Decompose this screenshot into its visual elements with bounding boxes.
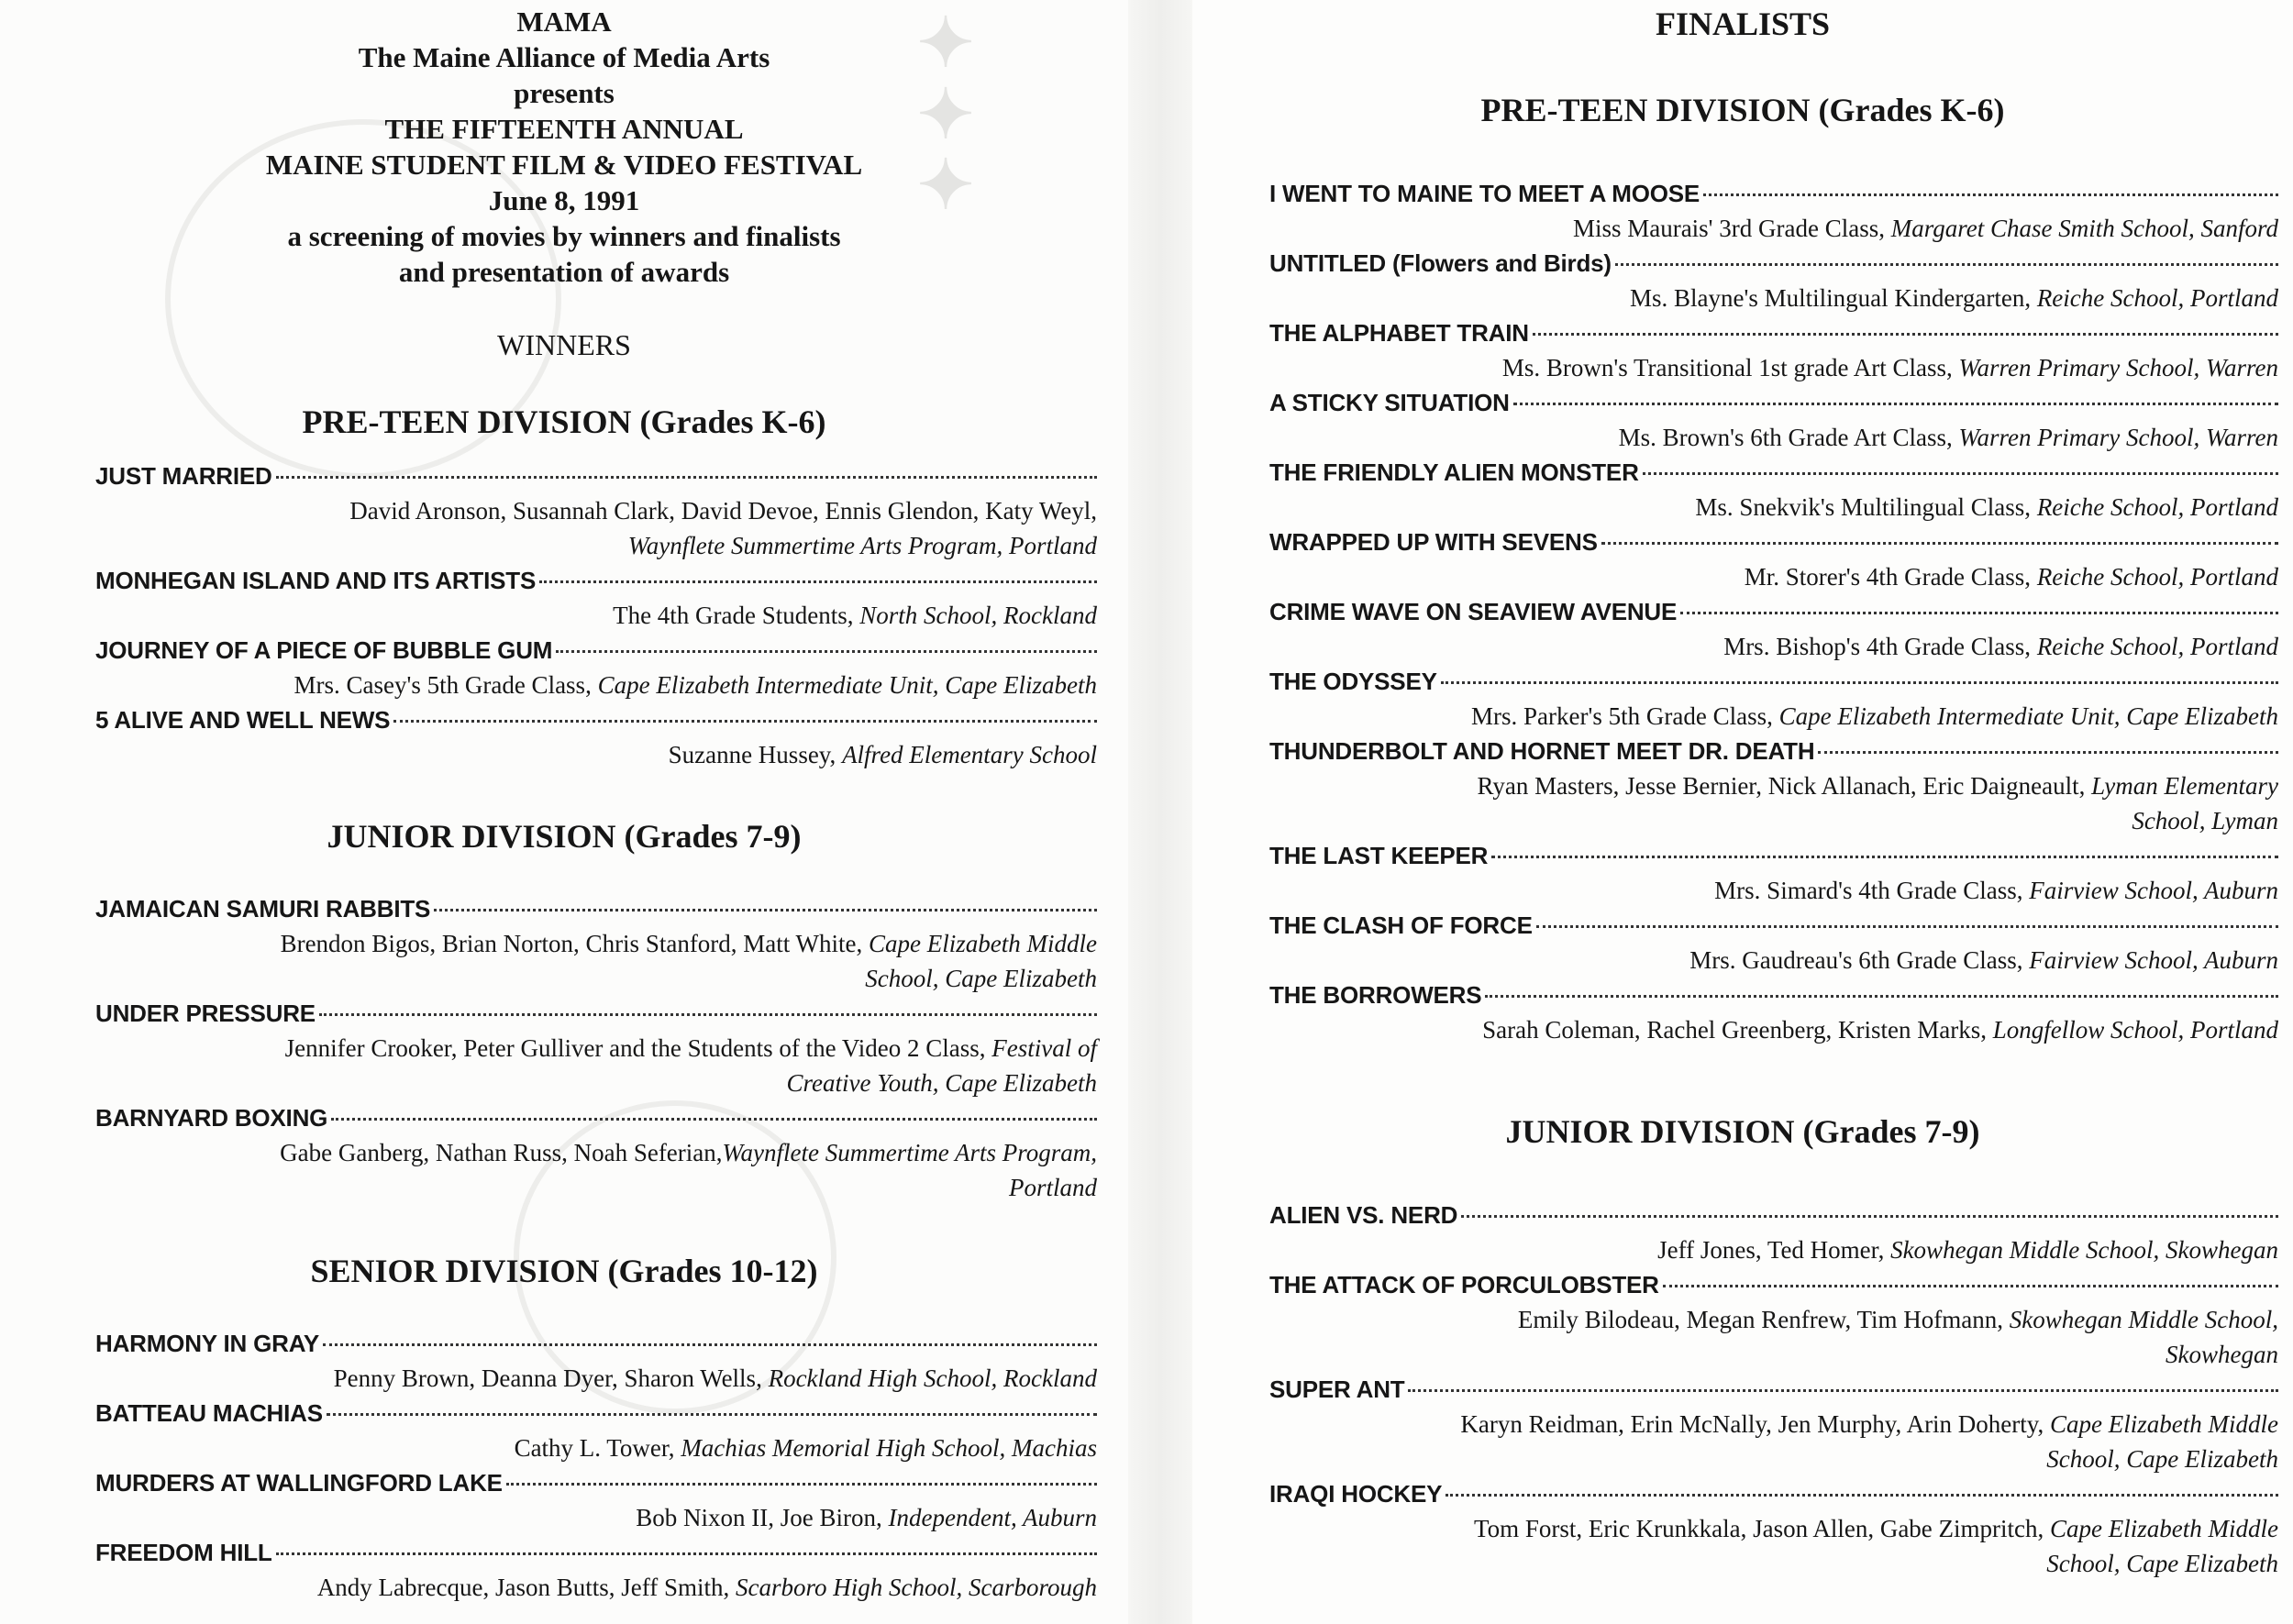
dot-leader [276, 1552, 1097, 1555]
festival-title: MAINE STUDENT FILM & VIDEO FESTIVAL [265, 149, 863, 181]
film-entry [1269, 1198, 2278, 1267]
credit-line [1269, 559, 2278, 594]
dot-leader [319, 1013, 1097, 1016]
credit-school: School, Lyman [2132, 807, 2278, 834]
annual-line: THE FIFTEENTH ANNUAL [384, 113, 744, 145]
dot-leader [1818, 751, 2278, 754]
film-entry [1269, 1372, 2278, 1476]
credit-line [1269, 350, 2278, 385]
dot-leader [1485, 995, 2278, 998]
finalists-junior-title: JUNIOR DIVISION (Grades 7-9) [1505, 1113, 1980, 1150]
film-title: JUST MARRIED [95, 462, 272, 490]
finalists-preteen-list [1269, 176, 2278, 1047]
dot-leader [539, 580, 1097, 583]
film-title: 5 ALIVE AND WELL NEWS [95, 706, 391, 734]
film-title-row [95, 996, 1097, 1031]
description-line: and presentation of awards [398, 256, 730, 288]
credit-school: School, Cape Elizabeth [2046, 1550, 2278, 1577]
credit-names: Cathy L. Tower, [514, 1434, 681, 1462]
dot-leader [1601, 542, 2278, 545]
credit-names: David Aronson, Susannah Clark, David Devoe, Ennis Glendon, Katy Weyl, [349, 497, 1097, 525]
credit-school: Reiche School, Portland [2036, 493, 2278, 521]
film-title-row [1269, 978, 2278, 1012]
credit-line [1269, 1546, 2278, 1581]
dot-leader [1680, 612, 2278, 614]
film-entry [95, 458, 1097, 563]
film-title-row [1269, 734, 2278, 768]
credit-line [1269, 490, 2278, 525]
credit-line [95, 528, 1097, 563]
film-title-row [95, 458, 1097, 493]
credit-school: Fairview School, Auburn [2029, 877, 2278, 904]
right-page [1192, 0, 2293, 1624]
credit-school: Fairview School, Auburn [2029, 946, 2278, 974]
dot-leader [506, 1483, 1097, 1486]
film-title-row [95, 1100, 1097, 1135]
page-gutter [1128, 0, 1192, 1624]
left-page [0, 0, 1128, 1624]
org-name: The Maine Alliance of Media Arts [358, 41, 770, 73]
film-title-row [95, 633, 1097, 668]
dot-leader [1491, 856, 2278, 858]
winners-heading: WINNERS [497, 328, 631, 361]
credit-line [95, 961, 1097, 996]
credit-names: Jeff Jones, Ted Homer, [1657, 1236, 1891, 1264]
film-title-row [1269, 664, 2278, 699]
credit-line [95, 737, 1097, 772]
film-title-row [1269, 525, 2278, 559]
credit-names: Mrs. Bishop's 4th Grade Class, [1723, 633, 2037, 660]
description-line: a screening of movies by winners and finalists [287, 220, 841, 252]
credit-line [1269, 768, 2278, 803]
dot-leader [1441, 681, 2278, 684]
film-entry [1269, 1476, 2278, 1581]
film-title: FREEDOM HILL [95, 1539, 272, 1566]
film-title: THE ODYSSEY [1269, 668, 1437, 695]
dot-leader [327, 1413, 1097, 1416]
film-entry [95, 1100, 1097, 1205]
credit-school: Warren Primary School, Warren [1958, 354, 2278, 381]
credit-school: Creative Youth, Cape Elizabeth [786, 1069, 1097, 1097]
credit-line [95, 1031, 1097, 1066]
film-title-row [1269, 594, 2278, 629]
film-title-row [95, 1535, 1097, 1570]
film-title: I WENT TO MAINE TO MEET A MOOSE [1269, 180, 1700, 207]
credit-line [95, 1500, 1097, 1535]
credit-line [1269, 1012, 2278, 1047]
credit-names: The 4th Grade Students, [613, 602, 860, 629]
credit-school: Waynflete Summertime Arts Program, Portland [627, 532, 1097, 559]
credit-names: Gabe Ganberg, Nathan Russ, Noah Seferian, [280, 1139, 723, 1166]
film-title-row [1269, 908, 2278, 943]
film-title-row [1269, 1198, 2278, 1232]
dot-leader [1703, 193, 2278, 196]
film-title: THUNDERBOLT AND HORNET MEET DR. DEATH [1269, 737, 1815, 765]
credit-school: Reiche School, Portland [2036, 633, 2278, 660]
bleed-through-decoration: ✦ ✦ ✦ [917, 6, 978, 225]
credit-names: Tom Forst, Eric Krunkkala, Jason Allen, Gabe Zimpritch, [1474, 1515, 2051, 1542]
film-entry [1269, 1267, 2278, 1372]
film-title: IRAQI HOCKEY [1269, 1480, 1443, 1508]
credit-line [95, 493, 1097, 528]
film-title: HARMONY IN GRAY [95, 1330, 320, 1357]
finalists-heading: FINALISTS [1655, 6, 1831, 42]
film-title: THE CLASH OF FORCE [1269, 911, 1533, 939]
film-entry [1269, 838, 2278, 908]
credit-names: Ms. Snekvik's Multilingual Class, [1695, 493, 2037, 521]
film-title: JOURNEY OF A PIECE OF BUBBLE GUM [95, 636, 553, 664]
credit-line [95, 598, 1097, 633]
film-entry [95, 1465, 1097, 1535]
finalists-junior-list [1269, 1198, 2278, 1581]
film-entry [95, 563, 1097, 633]
film-title: THE ALPHABET TRAIN [1269, 319, 1529, 347]
winners-senior-title: SENIOR DIVISION (Grades 10-12) [310, 1253, 818, 1289]
film-entry [95, 702, 1097, 772]
dot-leader [1446, 1494, 2278, 1497]
dot-leader [276, 476, 1097, 479]
presents-line: presents [514, 77, 615, 109]
credit-line [1269, 699, 2278, 734]
film-title: BATTEAU MACHIAS [95, 1399, 323, 1427]
credit-names: Mrs. Simard's 4th Grade Class, [1714, 877, 2030, 904]
dot-leader [434, 909, 1097, 911]
dot-leader [556, 650, 1097, 653]
film-title: MURDERS AT WALLINGFORD LAKE [95, 1469, 503, 1497]
credit-line [1269, 420, 2278, 455]
credit-school: Skowhegan Middle School, [2009, 1306, 2278, 1333]
credit-names: Andy Labrecque, Jason Butts, Jeff Smith, [316, 1574, 737, 1601]
film-title-row [95, 1326, 1097, 1361]
film-entry [1269, 385, 2278, 455]
credit-line [1269, 1407, 2278, 1442]
credit-line [1269, 1232, 2278, 1267]
dot-leader [1513, 403, 2278, 405]
winners-junior-title: JUNIOR DIVISION (Grades 7-9) [327, 818, 802, 855]
film-title-row [1269, 246, 2278, 281]
credit-names: Mr. Storer's 4th Grade Class, [1744, 563, 2037, 591]
credit-names: Ms. Brown's Transitional 1st grade Art Class, [1501, 354, 1959, 381]
winners-preteen-title: PRE-TEEN DIVISION (Grades K-6) [302, 403, 826, 440]
dot-leader [323, 1343, 1097, 1346]
film-title-row [95, 891, 1097, 926]
film-entry [95, 996, 1097, 1100]
credit-school: Cape Elizabeth Middle [869, 930, 1097, 957]
film-title: A STICKY SITUATION [1269, 389, 1510, 416]
film-entry [1269, 594, 2278, 664]
film-title-row [95, 702, 1097, 737]
credit-line [1269, 1302, 2278, 1337]
credit-school: Cape Elizabeth Intermediate Unit, Cape Elizabeth [597, 671, 1097, 699]
credit-school: Waynflete Summertime Arts Program, [722, 1139, 1097, 1166]
film-entry [1269, 315, 2278, 385]
film-entry [1269, 176, 2278, 246]
credit-names: Mrs. Gaudreau's 6th Grade Class, [1689, 946, 2030, 974]
credit-names: Karyn Reidman, Erin McNally, Jen Murphy, Arin Doherty, [1460, 1410, 2051, 1438]
credit-names: Emily Bilodeau, Megan Renfrew, Tim Hofmann, [1517, 1306, 2010, 1333]
film-title-row [1269, 838, 2278, 873]
org-acronym: MAMA [516, 6, 612, 38]
film-title: THE BORROWERS [1269, 981, 1482, 1009]
film-title: JAMAICAN SAMURI RABBITS [95, 895, 431, 922]
credit-school: Reiche School, Portland [2036, 563, 2278, 591]
credit-school: Cape Elizabeth Intermediate Unit, Cape Elizabeth [1778, 702, 2278, 730]
winners-preteen-list [95, 458, 1097, 772]
credit-names: Ryan Masters, Jesse Bernier, Nick Allanach, Eric Daigneault, [1477, 772, 2092, 800]
credit-school: Festival of [991, 1034, 1097, 1062]
film-title-row [95, 1465, 1097, 1500]
credit-school: School, Cape Elizabeth [865, 965, 1097, 992]
credit-names: Mrs. Casey's 5th Grade Class, [294, 671, 598, 699]
credit-school: North School, Rockland [859, 602, 1097, 629]
credit-school: Margaret Chase Smith School, Sanford [1890, 215, 2278, 242]
credit-school: Skowhegan [2166, 1341, 2278, 1368]
credit-school: Machias Memorial High School, Machias [681, 1434, 1097, 1462]
film-title-row [1269, 455, 2278, 490]
dot-leader [393, 720, 1097, 723]
film-title-row [1269, 1372, 2278, 1407]
film-title: THE FRIENDLY ALIEN MONSTER [1269, 458, 1639, 486]
film-title: SUPER ANT [1269, 1375, 1405, 1403]
winners-junior-list [95, 891, 1097, 1205]
credit-school: Longfellow School, Portland [1992, 1016, 2278, 1044]
film-title-row [95, 1396, 1097, 1431]
film-entry [95, 1396, 1097, 1465]
dot-leader [1643, 472, 2278, 475]
film-entry [95, 1535, 1097, 1605]
winners-senior-list [95, 1326, 1097, 1605]
dot-leader [1533, 333, 2278, 336]
credit-line [1269, 1337, 2278, 1372]
film-title: BARNYARD BOXING [95, 1104, 328, 1132]
credit-school: Independent, Auburn [888, 1504, 1097, 1531]
credit-school: Warren Primary School, Warren [1958, 424, 2278, 451]
credit-line [95, 1170, 1097, 1205]
credit-school: Reiche School, Portland [2036, 284, 2278, 312]
credit-school: Rockland High School, Rockland [768, 1364, 1097, 1392]
festival-header [0, 4, 1128, 290]
film-entry [95, 1326, 1097, 1396]
credit-names: Ms. Blayne's Multilingual Kindergarten, [1630, 284, 2037, 312]
credit-line [1269, 211, 2278, 246]
credit-school: Portland [1008, 1174, 1097, 1201]
credit-names: Mrs. Parker's 5th Grade Class, [1471, 702, 1779, 730]
film-title-row [1269, 176, 2278, 211]
dot-leader [331, 1118, 1097, 1121]
credit-line [1269, 873, 2278, 908]
film-title-row [1269, 1267, 2278, 1302]
film-title-row [1269, 1476, 2278, 1511]
film-entry [95, 891, 1097, 996]
festival-date: June 8, 1991 [488, 184, 640, 216]
dot-leader [1615, 263, 2278, 266]
credit-line [95, 668, 1097, 702]
film-entry [1269, 664, 2278, 734]
credit-line [1269, 1511, 2278, 1546]
film-title: MONHEGAN ISLAND AND ITS ARTISTS [95, 567, 537, 594]
credit-school: Lyman Elementary [2091, 772, 2278, 800]
film-title-row [1269, 385, 2278, 420]
credit-names: Sarah Coleman, Rachel Greenberg, Kristen Marks, [1482, 1016, 1993, 1044]
dot-leader [1536, 925, 2278, 928]
credit-names: Suzanne Hussey, [668, 741, 843, 768]
credit-names: Brendon Bigos, Brian Norton, Chris Stanford, Matt White, [280, 930, 870, 957]
credit-school: Skowhegan Middle School, Skowhegan [1890, 1236, 2278, 1264]
credit-line [95, 1066, 1097, 1100]
film-title: UNTITLED (Flowers and Birds) [1269, 249, 1612, 277]
credit-line [1269, 281, 2278, 315]
credit-names: Penny Brown, Deanna Dyer, Sharon Wells, [333, 1364, 769, 1392]
credit-names: Bob Nixon II, Joe Biron, [636, 1504, 889, 1531]
dot-leader [1663, 1285, 2278, 1287]
film-entry [95, 633, 1097, 702]
film-title: ALIEN VS. NERD [1269, 1201, 1458, 1229]
credit-school: Cape Elizabeth Middle [2050, 1410, 2278, 1438]
film-entry [1269, 734, 2278, 838]
dot-leader [1408, 1389, 2278, 1392]
credit-line [1269, 629, 2278, 664]
film-entry [1269, 908, 2278, 978]
credit-line [95, 1570, 1097, 1605]
credit-school: Cape Elizabeth Middle [2050, 1515, 2278, 1542]
credit-school: Alfred Elementary School [842, 741, 1097, 768]
film-title: WRAPPED UP WITH SEVENS [1269, 528, 1598, 556]
film-title-row [95, 563, 1097, 598]
film-entry [1269, 525, 2278, 594]
film-entry [1269, 455, 2278, 525]
dot-leader [1461, 1215, 2278, 1218]
film-title: THE ATTACK OF PORCULOBSTER [1269, 1271, 1659, 1298]
film-title: THE LAST KEEPER [1269, 842, 1489, 869]
credit-line [1269, 1442, 2278, 1476]
credit-school: School, Cape Elizabeth [2046, 1445, 2278, 1473]
credit-line [95, 1431, 1097, 1465]
credit-line [95, 926, 1097, 961]
film-title: UNDER PRESSURE [95, 1000, 316, 1027]
film-title: CRIME WAVE ON SEAVIEW AVENUE [1269, 598, 1678, 625]
film-entry [1269, 246, 2278, 315]
credit-line [1269, 943, 2278, 978]
credit-names: Jennifer Crooker, Peter Gulliver and the Students of the Video 2 Class, [284, 1034, 992, 1062]
finalists-preteen-title: PRE-TEEN DIVISION (Grades K-6) [1480, 92, 2005, 128]
credit-line [1269, 803, 2278, 838]
credit-line [95, 1135, 1097, 1170]
credit-names: Ms. Brown's 6th Grade Art Class, [1618, 424, 1959, 451]
credit-school: Scarboro High School, Scarborough [736, 1574, 1097, 1601]
film-title-row [1269, 315, 2278, 350]
film-entry [1269, 978, 2278, 1047]
credit-line [95, 1361, 1097, 1396]
credit-names: Miss Maurais' 3rd Grade Class, [1572, 215, 1891, 242]
